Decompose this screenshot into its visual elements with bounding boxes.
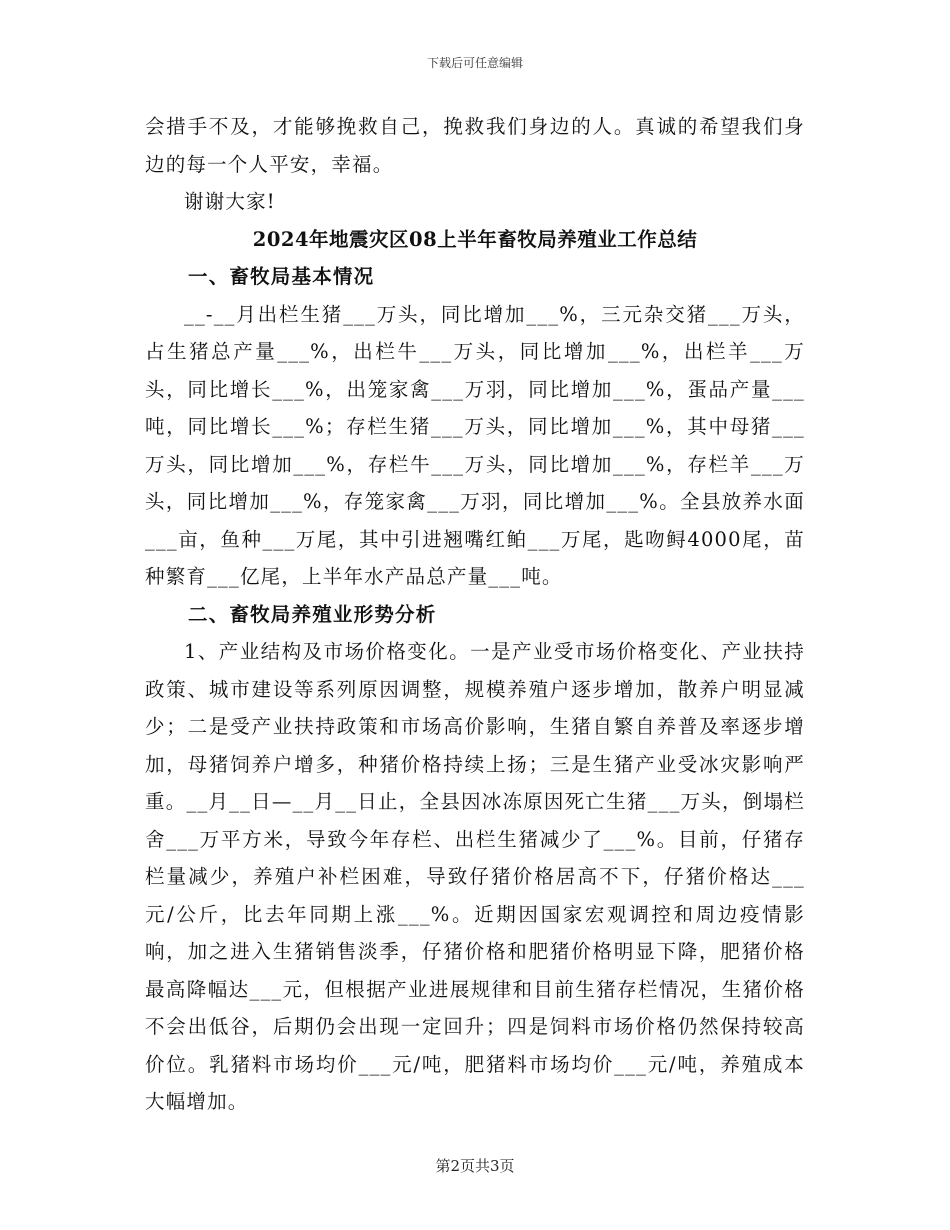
paragraph-basic-situation: __-__月出栏生猪___万头，同比增加___%，三元杂交猪___万头，占生猪总产量___%，出栏牛___万头，同比增加___%，出栏羊___万头，同比增长___%，出笼家禽___万羽，同比增加___%，蛋品产量___吨，同比增长___%；存栏生猪___万头，同比增加___%，其中母猪___万头，同比增加___%，存栏牛___万头，同比增加___%，存栏羊___万头，同比增加___%，存笼家禽___万羽，同比增加___%。全县放养水面___亩，鱼种___万尾，其中引进翘嘴红鲌___万尾，匙吻鲟4000尾，苗种繁育___亿尾，上半年水产品总产量___吨。 — [145, 302, 805, 588]
section-heading-1: 一、畜牧局基本情况 — [188, 265, 375, 288]
page-footer: 第2页共3页 — [435, 1157, 515, 1175]
paragraph-market-analysis: 1、产业结构及市场价格变化。一是产业受市场价格变化、产业扶持政策、城市建设等系列原因调整，规模养殖户逐步增加，散养户明显减少；二是受产业扶持政策和市场高价影响，生猪自繁自养普及率逐步增加，母猪饲养户增多，种猪价格持续上扬；三是生猪产业受冰灾影响严重。__月__日—__月__日止，全县因冰冻原因死亡生猪___万头，倒塌栏舍___万平方米，导致今年存栏、出栏生猪减少了___%。目前，仔猪存栏量减少，养殖户补栏困难，导致仔猪价格居高不下，仔猪价格达___元/公斤，比去年同期上涨___%。近期因国家宏观调控和周边疫情影响，加之进入生猪销售淡季，仔猪价格和肥猪价格明显下降，肥猪价格最高降幅达___元，但根据产业进展规律和目前生猪存栏情况，生猪价格不会出低谷，后期仍会出现一定回升；四是饲料市场价格仍然保持较高价位。乳猪料市场均价___元/吨，肥猪料市场均价___元/吨，养殖成本大幅增加。 — [145, 640, 805, 1113]
page-header: 下载后可任意编辑 — [426, 56, 523, 70]
document-title: 2024年地震灾区08上半年畜牧局养殖业工作总结 — [252, 227, 698, 251]
paragraph-closing: 会措手不及，才能够挽救自己，挽救我们身边的人。真诚的希望我们身边的每一个人平安，幸福。 — [145, 115, 805, 176]
section-heading-2: 二、畜牧局养殖业形势分析 — [188, 602, 437, 626]
document-body — [145, 108, 805, 1121]
paragraph-thanks: 谢谢大家! — [184, 190, 276, 213]
